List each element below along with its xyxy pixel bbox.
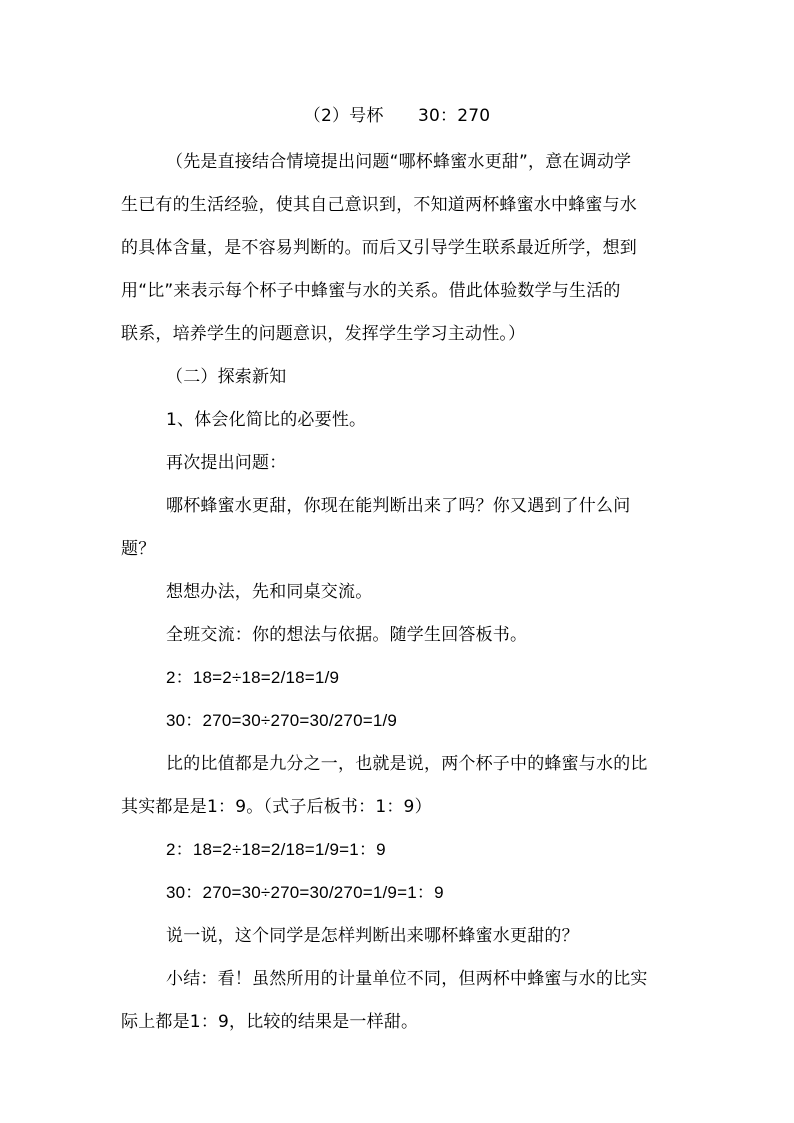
- paragraph-line: 小结：看！虽然所用的计量单位不同，但两杯中蜂蜜与水的比实: [166, 969, 648, 989]
- paragraph-line: 其实都是是1：9。（式子后板书：1：9）: [121, 797, 432, 817]
- paragraph-line: 全班交流：你的想法与依据。随学生回答板书。: [166, 625, 528, 645]
- paragraph-line: 生已有的生活经验，使其自己意识到，不知道两杯蜂蜜水中蜂蜜与水: [121, 195, 637, 215]
- paragraph-line: 题？: [121, 539, 156, 559]
- section-heading: （2）号杯 30：270: [303, 106, 491, 126]
- equation-line: 2：18=2÷18=2/18=1/9: [166, 668, 340, 687]
- paragraph-line: 联系，培养学生的问题意识，发挥学生学习主动性。）: [121, 324, 526, 344]
- equation-line: 2：18=2÷18=2/18=1/9=1：9: [166, 840, 386, 859]
- paragraph-line: 想想办法，先和同桌交流。: [166, 582, 373, 602]
- paragraph-line: （先是直接结合情境提出问题“哪杯蜂蜜水更甜”，意在调动学: [166, 152, 632, 172]
- paragraph-line: 际上都是1：9，比较的结果是一样甜。: [121, 1012, 419, 1032]
- subsection-heading: （二）探索新知: [166, 367, 287, 387]
- paragraph-line: 再次提出问题：: [166, 453, 287, 473]
- equation-line: 30：270=30÷270=30/270=1/9=1：9: [166, 883, 444, 902]
- paragraph-line: 用“比”来表示每个杯子中蜂蜜与水的关系。借此体验数学与生活的: [121, 281, 621, 301]
- equation-line: 30：270=30÷270=30/270=1/9: [166, 711, 398, 730]
- subsection-item: 1、体会化简比的必要性。: [166, 410, 367, 430]
- paragraph-line: 的具体含量，是不容易判断的。而后又引导学生联系最近所学，想到: [121, 238, 637, 258]
- paragraph-line: 哪杯蜂蜜水更甜，你现在能判断出来了吗？你又遇到了什么问: [166, 496, 631, 516]
- paragraph-line: 说一说，这个同学是怎样判断出来哪杯蜂蜜水更甜的？: [166, 926, 579, 946]
- paragraph-line: 比的比值都是九分之一，也就是说，两个杯子中的蜂蜜与水的比: [166, 754, 648, 774]
